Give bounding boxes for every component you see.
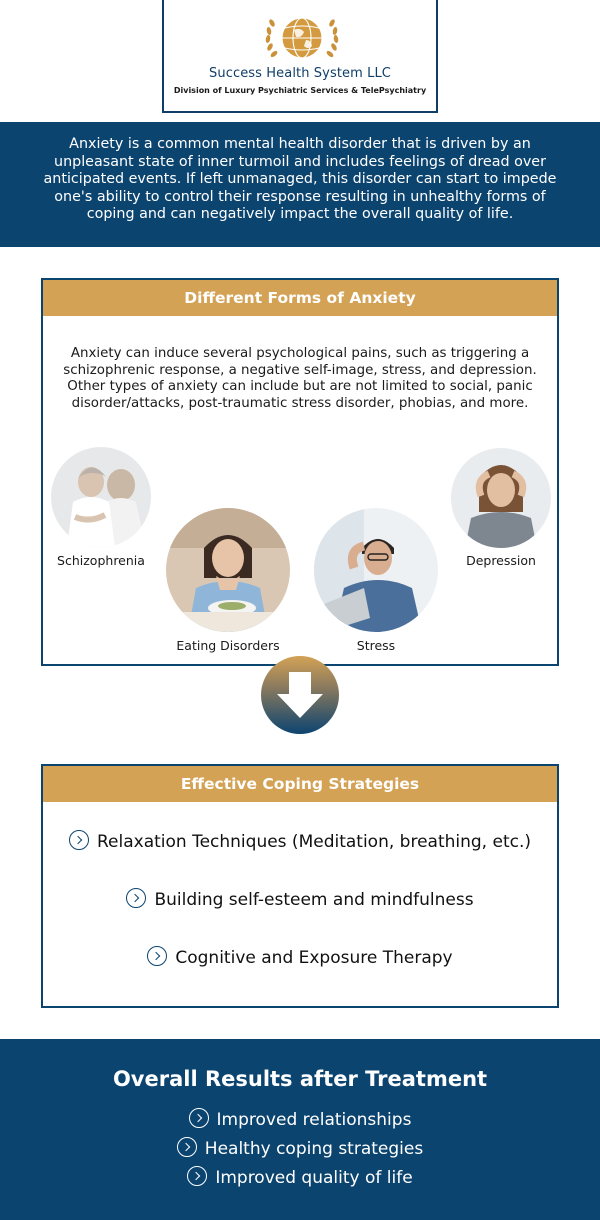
schizophrenia-photo: [51, 447, 151, 547]
result-item-text: Healthy coping strategies: [204, 1139, 424, 1159]
forms-description: Anxiety can induce several psychological pains, such as triggering a schizophrenic response, a negative self-image, stress, and depression. Other types of anxiety can include but are not limited to social, panic disorder/attacks, post-traumatic stress disorder, phobias, and more.: [63, 346, 537, 411]
stress-photo: [314, 508, 438, 632]
intro-band: [0, 122, 600, 247]
company-subtitle: Division of Luxury Psychiatric Services & TelePsychiatry: [173, 86, 427, 95]
chevron-right-icon: [189, 1108, 209, 1128]
coping-item: [43, 888, 557, 910]
coping-item-text: Building self-esteem and mindfulness: [154, 890, 474, 910]
depression-label: Depression: [466, 553, 536, 568]
forms-heading: Different Forms of Anxiety: [43, 280, 557, 316]
logo: [162, 0, 438, 113]
forms-section: [41, 278, 559, 666]
result-item: [0, 1108, 600, 1130]
results-heading: Overall Results after Treatment: [112, 1067, 488, 1091]
schizophrenia-label: Schizophrenia: [57, 553, 145, 568]
stress-label: Stress: [356, 638, 396, 653]
coping-item-text: Cognitive and Exposure Therapy: [175, 948, 453, 968]
chevron-right-icon: [177, 1137, 197, 1157]
chevron-right-icon: [126, 888, 146, 908]
coping-item: [43, 830, 557, 852]
depression-photo: [451, 448, 551, 548]
chevron-right-icon: [147, 946, 167, 966]
coping-heading: Effective Coping Strategies: [43, 766, 557, 802]
result-item-text: Improved quality of life: [215, 1168, 413, 1188]
result-item-text: Improved relationships: [216, 1110, 412, 1130]
coping-item-text: Relaxation Techniques (Meditation, breathing, etc.): [96, 832, 531, 852]
company-name: Success Health System LLC: [209, 66, 391, 81]
eating-disorders-label: Eating Disorders: [176, 638, 280, 653]
down-arrow-icon: [261, 656, 339, 734]
eating-disorders-photo: [166, 508, 290, 632]
coping-item: [43, 946, 557, 968]
results-band: [0, 1039, 600, 1220]
chevron-right-icon: [69, 830, 89, 850]
result-item: [0, 1166, 600, 1188]
globe-laurel-icon: [260, 10, 344, 66]
intro-text: Anxiety is a common mental health disorder that is driven by an unpleasant state of inner turmoil and includes feelings of dread over anticipated events. If left unmanaged, this disorder can start to impede one's ability to control their response resulting in unhealthy forms of coping and can negatively impact the overall quality of life.: [43, 136, 557, 222]
coping-section: [41, 764, 559, 1008]
chevron-right-icon: [187, 1166, 207, 1186]
result-item: [0, 1137, 600, 1159]
